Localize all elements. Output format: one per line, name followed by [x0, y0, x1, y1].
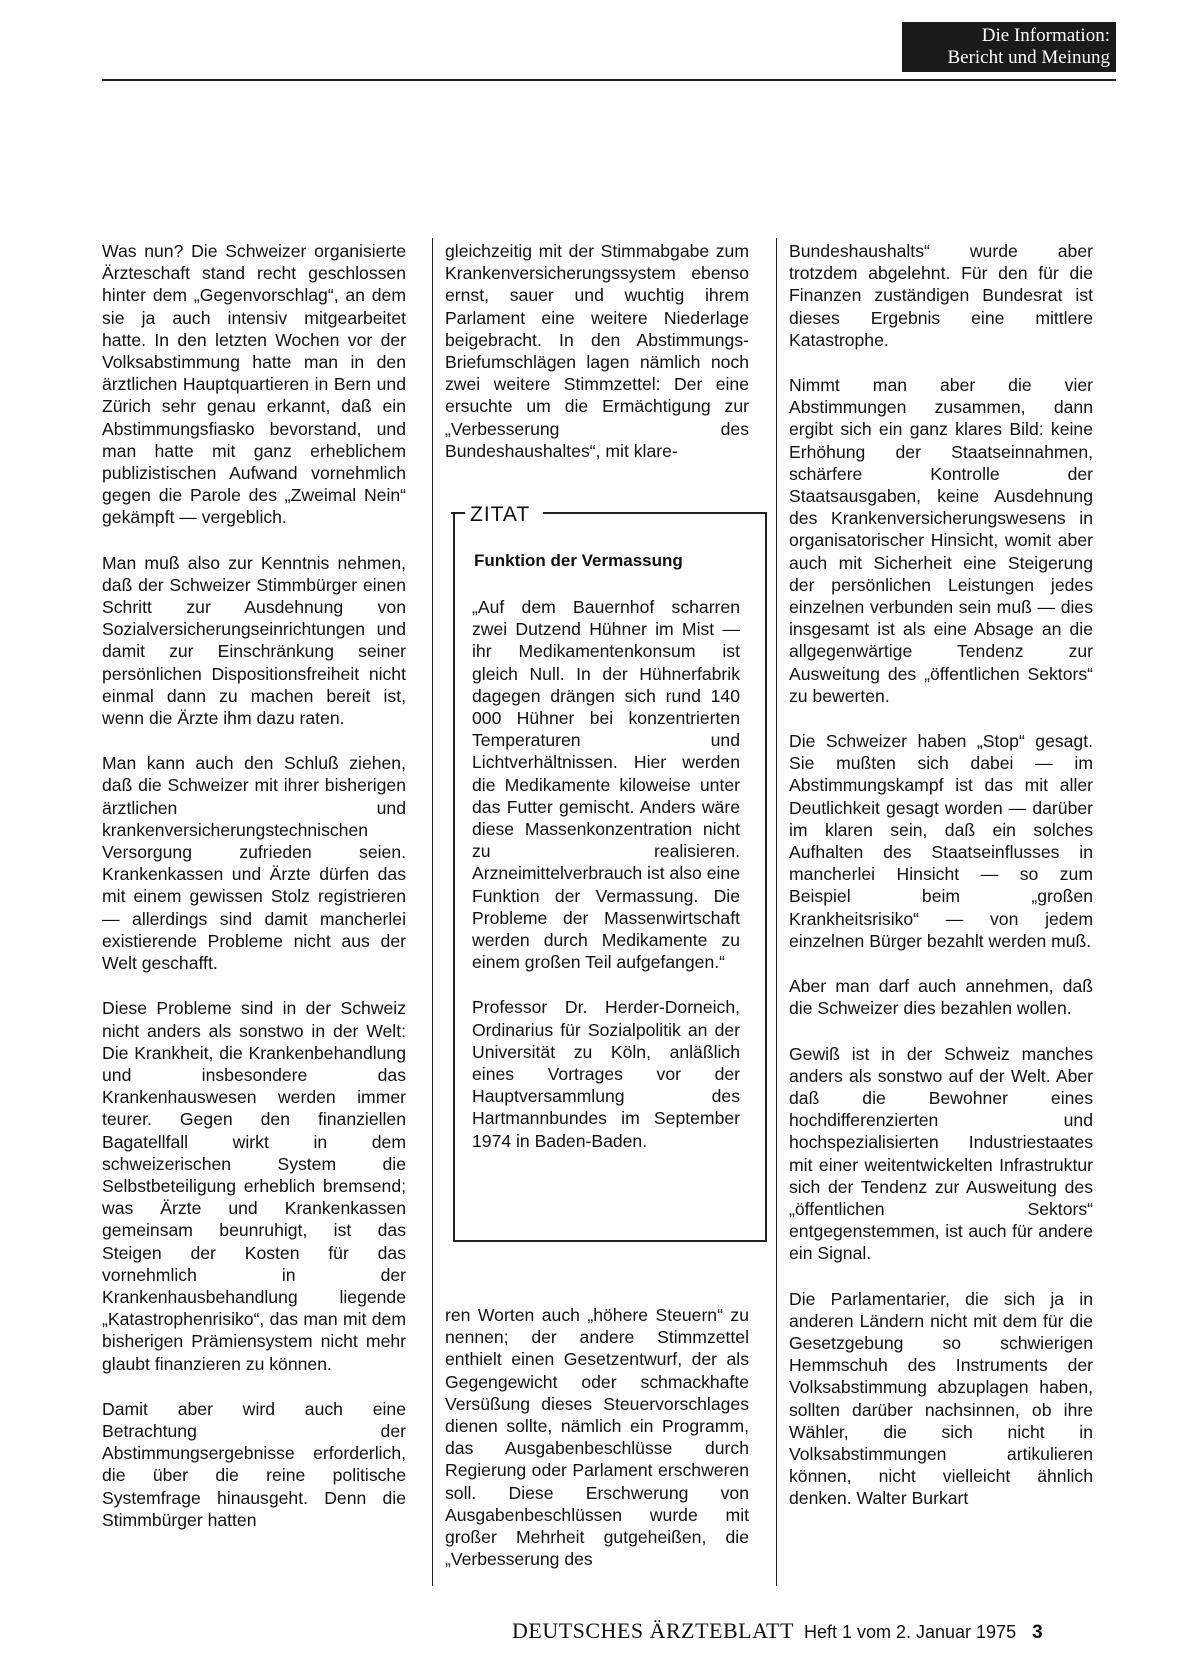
section-header-line2: Bericht und Meinung	[947, 47, 1110, 68]
quote-source: Professor Dr. Herder-Dorneich, Ordinarius für Sozialpolitik an der Universität zu Köln, anläßlich eines Vortrages vor der Hauptversammlung des Hartmannbundes im September 1974 in Baden-Baden.	[472, 997, 740, 1151]
paragraph: Bundeshaushalts“ wurde aber trotzdem abgelehnt. Für den für die Finanzen zuständigen Bundesrat ist dieses Ergebnis eine mittlere Katastrophe.	[789, 241, 1093, 350]
quote-title: Funktion der Vermassung	[474, 551, 683, 570]
column-divider	[776, 238, 777, 1586]
column-divider	[432, 238, 433, 1586]
journal-name: DEUTSCHES ÄRZTEBLATT	[512, 1618, 794, 1643]
paragraph-text: Die Parlamentarier, die sich ja in anderen Ländern nicht mit dem für die Gesetzgebung so schwierigen Hemmschuh des Instruments der Volksabstimmung abzuplagen haben, sollten darüber nachsinnen, ob ihre Wähler, die sich nicht in Volksabstimmungen artikulieren können, nicht vielleicht ähnlich denken.	[789, 1288, 1093, 1509]
paragraph: gleichzeitig mit der Stimmabgabe zum Krankenversicherungssystem ebenso ernst, sauer und wuchtig ihrem Parlament eine weitere Niederlage beigebracht. In den Abstimmungs-Briefumschlägen lagen nämlich noch zwei weitere Stimmzettel: Der eine ersuchte um die Ermächtigung zur „Verbesserung des Bundeshaushaltes“, mit klare-	[445, 241, 749, 461]
quote-box-top-rule	[543, 512, 767, 514]
issue-info: Heft 1 vom 2. Januar 1975	[803, 1622, 1017, 1642]
paragraph: Aber man darf auch annehmen, daß die Schweizer dies bezahlen wollen.	[789, 976, 1093, 1019]
article-column-2-bottom	[445, 1304, 749, 1570]
article-column-2-top	[445, 240, 749, 485]
quote-box-top-rule	[451, 512, 465, 514]
page-footer	[512, 1618, 1116, 1648]
page-number: 3	[1032, 1622, 1043, 1643]
section-header-line1: Die Information:	[981, 25, 1110, 46]
quote-body	[472, 596, 740, 1175]
header-rule	[102, 79, 1116, 81]
section-header	[902, 22, 1116, 72]
paragraph: Was nun? Die Schweizer organisierte Ärzteschaft stand recht geschlossen hinter dem „Gegenvorschlag“, an dem sie ja auch intensiv mitgearbeitet hatte. In den letzten Wochen vor der Volksabstimmung hatte man in den ärztlichen Hauptquartieren in Bern und Zürich sehr genau erkannt, daß ein Abstimmungsfiasko bevorstand, und man hatte mit ganz erheblichem publizistischen Aufwand vornehmlich gegen die Parole des „Zweimal Nein“ gekämpft — vergeblich.	[102, 241, 406, 528]
paragraph: Man kann auch den Schluß ziehen, daß die Schweizer mit ihrer bisherigen ärztlichen und krankenversicherungstechnischen Versorgung zufrieden seien. Krankenkassen und Ärzte dürfen das mit einem gewissen Stolz registrieren — allerdings sind damit mancherlei existierende Probleme nicht aus der Welt geschafft.	[102, 753, 406, 974]
paragraph-final	[789, 1288, 1093, 1510]
paragraph: Die Schweizer haben „Stop“ gesagt. Sie mußten sich dabei — im Abstimmungskampf ist das mit aller Deutlichkeit gesagt worden — darüber im klaren sein, daß ein solches Aufhalten des Staatseinflusses in mancherlei Hinsicht — so zum Beispiel beim „großen Krankheitsrisiko“ — von jedem einzelnen Bürger bezahlt werden muß.	[789, 731, 1093, 951]
quote-text: „Auf dem Bauernhof scharren zwei Dutzend Hühner im Mist — ihr Medikamentenkonsum ist gleich Null. In der Hühnerfabrik dagegen drängen sich rund 140 000 Hühner bei konzentrierten Temperaturen und Lichtverhältnissen. Hier werden die Medikamente kiloweise unter das Futter gemischt. Anders wäre diese Massenkonzentration nicht zu realisieren. Arzneimittelverbrauch ist also eine Funktion der Vermassung. Die Probleme der Massenwirtschaft werden durch Medikamente zu einem großen Teil aufgefangen.“	[472, 597, 740, 973]
paragraph: Gewiß ist in der Schweiz manches anders als sonstwo auf der Welt. Aber daß die Bewohner eines hochdifferenzierten und hochspezialisierten Industriestaates mit einer weitentwickelten Infrastruktur sich der Tendenz zur Ausweitung des „öffentlichen Sektors“ entgegenstemmen, ist auch für andere ein Signal.	[789, 1043, 1093, 1264]
article-column-3	[789, 240, 1093, 1533]
paragraph: Man muß also zur Kenntnis nehmen, daß der Schweizer Stimmbürger einen Schritt zur Ausdehnung von Sozialversicherungseinrichtungen und damit zur Einschränkung seiner persönlichen Dispositionsfreiheit nicht einmal dann zu machen bereit ist, wenn die Ärzte ihm dazu raten.	[102, 552, 406, 729]
quote-label: ZITAT	[470, 503, 531, 526]
paragraph: ren Worten auch „höhere Steuern“ zu nennen; der andere Stimmzettel enthielt einen Gesetzentwurf, der als Gegengewicht oder schmackhafte Versüßung dieses Steuervorschlages dienen sollte, nämlich ein Programm, das Ausgabenbeschlüsse durch Regierung oder Parlament erschweren soll. Diese Erschwerung von Ausgabenbeschlüssen wurde mit großer Mehrheit gutgeheißen, die „Verbesserung des	[445, 1305, 749, 1570]
author-signature: Walter Burkart	[856, 1488, 969, 1509]
paragraph: Damit aber wird auch eine Betrachtung der Abstimmungsergebnisse erforderlich, die über die reine politische Systemfrage hinausgeht. Denn die Stimmbürger hatten	[102, 1398, 406, 1530]
article-column-1	[102, 240, 406, 1554]
paragraph: Nimmt man aber die vier Abstimmungen zusammen, dann ergibt sich ein ganz klares Bild: keine Erhöhung der Staatseinnahmen, schärfere Kontrolle der Staatsausgaben, keine Ausdehnung des Krankenversicherungswesens in organisatorischer Hinsicht, womit aber auch mit Sicherheit eine Steigerung der persönlichen Leistungen jedes einzelnen verbunden sein muß — dies insgesamt ist als eine Absage an die allgegenwärtige Tendenz zur Ausweitung des „öffentlichen Sektors“ zu bewerten.	[789, 375, 1093, 706]
paragraph: Diese Probleme sind in der Schweiz nicht anders als sonstwo in der Welt: Die Krankheit, die Krankenbehandlung und insbesondere das Krankenhauswesen werden immer teurer. Gegen den finanziellen Bagatellfall wirkt in dem schweizerischen System die Selbstbeteiligung erheblich bremsend; was Ärzte und Krankenkassen gemeinsam beunruhigt, ist das Steigen der Kosten für das vornehmlich in der Krankenhausbehandlung liegende „Katastrophenrisiko“, das man mit dem bisherigen Prämiensystem nicht mehr glaubt finanzieren zu können.	[102, 998, 406, 1374]
